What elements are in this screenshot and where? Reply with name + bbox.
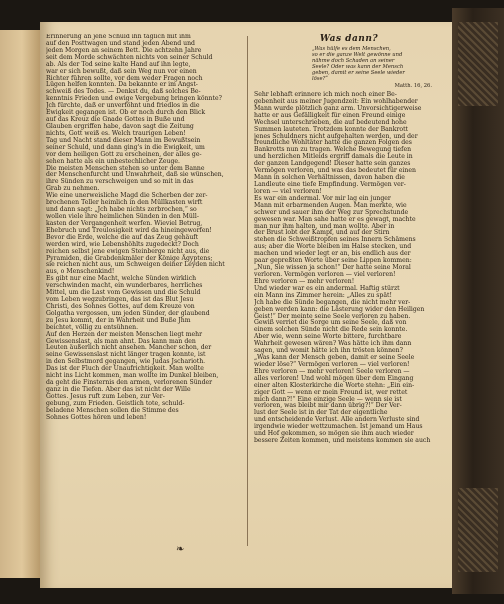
- paragraph: Sehr lebhaft erinnere ich mich noch einer Be- gebenheit aus meiner Jugendzeit: Ein wohlhabender Mann wurde plötzlich ganz arm. Unvorsichtigerweise hatte er aus Gefälligkeit für einen Freund einige Wechsel unterschrieben, die auf bedeutend hohe Summen lauteten. Trotzdem konnte der Bankrott jenes Schuldners nicht aufgehalten werden, und der freundliche Wohltäter hatte die ganzen Folgen des Bankrotts nun zu tragen. Welche Bewegung tiefen und herzlichen Mitleids ergriff damals die Leute in der ganzen Landgegend! Dieser hatte sein ganzes Vermögen verloren, und was das bedeutet für einen Mann in solchen Verhältnissen, davon haben die Landleute eine tiefe Empfindung. Vermögen ver- loren — viel verloren!: [254, 91, 422, 195]
- paragraph: Wie eine unerweisliche Magd die Scherben der zer- brochenen Teller heimlich in den Müllkasten wirft und dann sagt: „Jch habe nichts zerbrochen,“ so wollen viele ihre heimlichen Sünden in den Müll- kasten der Vergangenheit werfen. Wieviel Betrug, Ehebruch und Treulosigkeit wird da hineingeworfen! Bevor die Erde, welche die auf das Zeug gehäuft werden wird, wie Lebenshöhlts zugedeckt? Doch reichen selbst jene ewigen Steinberge nicht aus, die Pyramiden, die Grabdenkmäler der Könige Ägyptens; sie reichen nicht aus, um Schweigen deiner Leyden nicht aus, o Menschenkind!: [46, 192, 225, 276]
- previous-page-edge: [0, 30, 40, 578]
- bible-reference: Matth. 16, 26.: [394, 83, 432, 89]
- paragraph: Die meisten Menschen stehen so unter dem Banne der Menschenfurcht und Unwahrheit, daß sie wünschen, ihre Sünden zu verschweigen und so mit in das Grab zu nehmen.: [46, 164, 224, 193]
- column-divider: [247, 36, 248, 546]
- article-title: Was dann?: [319, 34, 379, 44]
- paragraph: Und wieder war es ein andermal. Haftig stürzt ein Mann ins Zimmer herein: „Alles zu spät! Jch habe die Sünde begangen, die nicht mehr ver- geben werden kann: die Lästerung wider den Heiligen Geist!“ Der meinte seine Seele verloren zu haben. Gewiß verriet die Sorge um seine Seele, daß von einem solchen Sünde nicht die Rede sein konnte. Aber wie, wenn seine Worte bittere, furchtbare Wahrheit gewesen wären? Was hätte ich ihm dann sagen, und womit hätte ich ihn trösten können? „Was kann der Mensch geben, damit er seine Seele wieder löse?“ Vermögen verloren — viel verloren! Ehre verloren — mehr verloren! Seele verloren — alles verloren! Und wohl mögen über dem Eingang einer alten Klosterkirche die Worte stehn: „Ein ein- ziger Gott — wenn er mein Freund ist, wer rettet mich dann?!“ Eine einzige Seele — wenn sie ist verloren, was bleibt mir dann übrig?!“ Der Ver- lust der Seele ist in der Tat der eigentliche und entscheidende Verlust. Alle andern Verluste sind irgendwie wieder wettzumachen. Ist jemand um Haus und Hof gekommen, so mögen sie ihm auch wieder bessere Zeiten kommen, und meistens kommen sie auch: [254, 284, 431, 445]
- book-cover-edge: [452, 8, 504, 594]
- paragraph: Erinnerung an jene Schuld ihn täglich mit ihm auf den Posttwagen und stand jeden Abend und jeden Morgen an seinem Bett. Die achtzehn Jahre seit dem Morde schwächten nichts von seiner Schuld ab. Als der Tod seine kalte Hand auf ihn legte, war er sich bewußt, daß sein Weg nun vor einen Richter führen sollte, vor dem weder Fragen noch Lügen helfen konnten. Da bekannte er im Angst- schweiß des Todes. — Denkst du, daß solches Be- kenntnis Frieden und ewige Vergebung bringen könnte? Jch fürchte, daß er unverföhnt und friedlos in die Ewigkeit gegangen ist. Ob er noch durch den Blick auf das Kreuz die Gnade Gottes in Buße und Glauben ergriffen habe, davon sagt die Zeitung nichts, Gott weiß es. Welch traurigen Leben! Tag und Nacht stand dieser Mann im Bewußtsein seiner Schuld, und dann ging's in die Ewigkeit, um vor dem heiligen Gott zu erscheinen, der alles ge- sehen hatte als ein unbestechlicher Zeuge.: [46, 34, 222, 165]
- right-column: [254, 34, 444, 554]
- paragraph: Auf den Herzen der meisten Menschen liegt mehr Gewissenslast, als man ahnt. Das kann man den Leuten äußerlich nicht ansehen. Mancher schon, der seine Gewissenslast nicht länger tragen konnte, ist in den Selbstmord gegangen, wie Judas Jscharioth. Das ist der Fluch der Unaufrichtigkeit. Man wollte nicht ins Licht kommen, man wollte im Dunkel bleiben, da geht die Finsternis den armen, verlorenen Sünder ganz in die Tiefen. Aber das ist nicht der Wille Gottes. Jesus ruft zum Leben, zur Ver- gebung, zum Frieden. Geistlich tote, schuld- beladene Menschen sollen die Stimme des Sohnes Gottes hören und leben!: [46, 330, 219, 421]
- cover-corner-top: [458, 22, 498, 106]
- book-page: [40, 22, 452, 588]
- ornament-icon: ❧: [176, 544, 185, 555]
- cover-corner-bottom: [458, 488, 498, 572]
- left-column: [46, 34, 240, 554]
- paragraph: Es war ein andermal. Vor mir lag ein junger Mann mit erbarmenden Augen. Man merkte, wie schwer und sauer ihm der Weg zur Sprechstunde gewesen war. Man sahe hatte er es gewagt, machte man nur ihm halten, und man wollte. Aber in der Brust lobt der Kampf, und auf der Stirn stehen die Schweißtropfen seines Innern Schämens aus; aber die Worte bleiben im Halse stecken, und machen und wieder legt er an, bis endlich aus der paar gepreßten Worte über seine Lippen kommen: „Nun, Sie wissen ja schon!“ Der hatte seine Moral verloren. Vermögen verloren — viel verloren! Ehre verloren — mehr verloren!: [254, 194, 416, 285]
- paragraph: Es gibt nur eine Macht, welche Sünden wirklich verschwinden macht, ein wunderbares, herrliches Mittel, um die Last vom Gewissen und die Schuld vom Leben wegzubringen, das ist das Blut Jesu Christi, des Sohnes Gottes, auf dem Kreuze von Golgatha vergossen, um jeden Sünder, der glaubend zu Jesu kommt, der in Wahrheit und Buße Jhm beichtet, völlig zu entsühnen.: [46, 275, 210, 331]
- bible-motto: „Was hülfe es dem Menschen, so er die ganze Welt gewönne und nähme doch Schaden an seiner Seele? Oder was kann der Mensch geben, damit er seine Seele wieder löse?“: [312, 46, 405, 82]
